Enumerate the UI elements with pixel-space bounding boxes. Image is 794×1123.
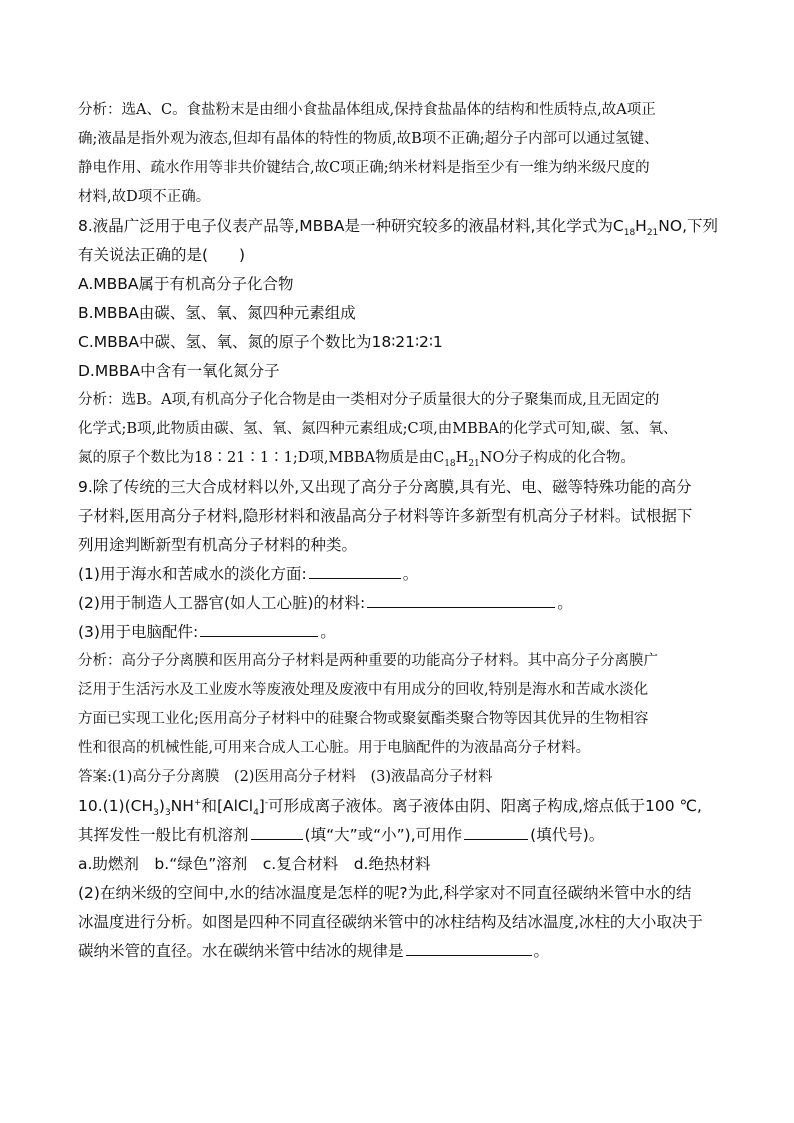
question-10-stem: $10.(1)(CH_3)_3NH^+$和[AlCl$_4$]-可形成离子液体。离子液体由阴、阳离子构成,熔点低于100 ℃, (78, 797, 702, 819)
question-9-part-3: (3)用于电脑配件: 。 (78, 618, 718, 647)
page-content (78, 96, 718, 966)
answer-line: 答案:(1)高分子分离膜 (2)医用高分子材料 (3)液晶高分子材料 (78, 769, 493, 785)
answer-blank[interactable] (367, 591, 555, 608)
question-10-part-2: (2)在纳米级的空间中,水的结冰温度是怎样的呢?为此,科学家对不同直径碳纳米管中水的结 (78, 884, 692, 902)
answer-blank[interactable] (251, 823, 303, 840)
answer-blank[interactable] (464, 823, 528, 840)
analysis-line: 分析：选B。A项,有机高分子化合物是由一类相对分子质量很大的分子聚集而成,且无固定的 (78, 392, 660, 408)
question-10-part-2-cont: 冰温度进行分析。如图是四种不同直径碳纳米管中的冰柱结构及结冰温度,冰柱的大小取决于 (78, 913, 703, 931)
option-a: A.MBBA属于有机高分子化合物 (78, 275, 294, 293)
question-9-stem: 9.除了传统的三大合成材料以外,又出现了高分子分离膜,具有光、电、磁等特殊功能的高分 (78, 478, 692, 496)
analysis-line: 分析：选A、C。食盐粉末是由细小食盐晶体组成,保持食盐晶体的结构和性质特点,故A项正 (78, 102, 656, 118)
analysis-line: 氮的原子个数比为18∶21∶1∶1;D项,MBBA物质是由$C_{18}H_{21}NO$分子构成的化合物。 (78, 450, 635, 469)
question-8-stem-cont: 有关说法正确的是( ) (78, 246, 246, 264)
analysis-line: 材料,故D项不正确。 (78, 189, 211, 205)
analysis-line: 分析：高分子分离膜和医用高分子材料是两种重要的功能高分子材料。其中高分子分离膜广 (78, 653, 658, 669)
question-9-part-1: (1)用于海水和苦咸水的淡化方面: 。 (78, 560, 718, 589)
analysis-line: 确;液晶是指外观为液态,但却有晶体的特性的物质,故B项不正确;超分子内部可以通过氢键、 (78, 131, 659, 147)
question-10-part-2-cont: 碳纳米管的直径。水在碳纳米管中结冰的规律是 。 (78, 937, 718, 966)
analysis-line: 化学式;B项,此物质由碳、氢、氧、氮四种元素组成;C项,由MBBA的化学式可知,碳、氢、氧、 (78, 421, 678, 437)
question-8-stem: 8.液晶广泛用于电子仪表产品等,MBBA是一种研究较多的液晶材料,其化学式为$C_{18}H_{21}NO$,下列 (78, 217, 718, 239)
analysis-line: 性和很高的机械性能,可用来合成人工心脏。用于电脑配件的为液晶高分子材料。 (78, 740, 591, 756)
answer-blank[interactable] (406, 939, 532, 956)
analysis-line: 泛用于生活污水及工业废水等废液处理及废液中有用成分的回收,特别是海水和苦咸水淡化 (78, 682, 649, 698)
question-9-stem-cont: 列用途判断新型有机高分子材料的种类。 (78, 536, 358, 554)
question-9-part-2: (2)用于制造人工器官(如人工心脏)的材料: 。 (78, 589, 718, 618)
analysis-line: 静电作用、疏水作用等非共价键结合,故C项正确;纳米材料是指至少有一维为纳米级尺度的 (78, 160, 650, 176)
option-d: D.MBBA中含有一氧化氮分子 (78, 362, 280, 380)
answer-blank[interactable] (309, 562, 401, 579)
question-10-options: a.助燃剂 b.“绿色”溶剂 c.复合材料 d.绝热材料 (78, 855, 431, 873)
question-10-stem-cont: 其挥发性一般比有机溶剂 (填“大”或“小”),可用作 (填代号)。 (78, 821, 718, 850)
analysis-line: 方面已实现工业化;医用高分子材料中的硅聚合物或聚氨酯类聚合物等因其优异的生物相容 (78, 711, 649, 727)
option-b: B.MBBA由碳、氢、氧、氮四种元素组成 (78, 304, 356, 322)
question-9-stem-cont: 子材料,医用高分子材料,隐形材料和液晶高分子材料等许多新型有机高分子材料。试根据下 (78, 507, 693, 525)
option-c: C.MBBA中碳、氢、氧、氮的原子个数比为18∶21∶2∶1 (78, 333, 443, 351)
answer-blank[interactable] (200, 620, 318, 637)
